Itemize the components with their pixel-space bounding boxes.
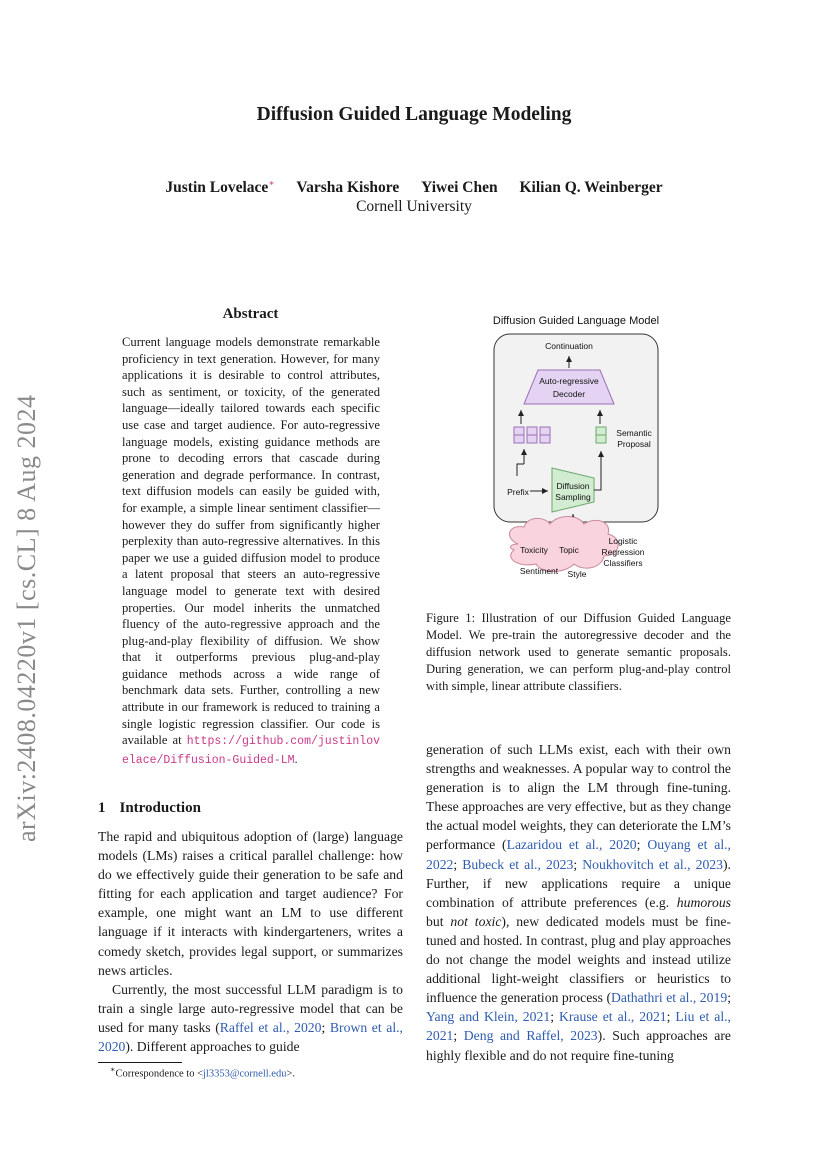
abstract-heading: Abstract <box>222 306 279 322</box>
paper-title: Diffusion Guided Language Modeling <box>256 104 572 125</box>
section-number: 1 <box>98 800 106 816</box>
footnote-divider <box>98 1062 182 1063</box>
classifier-label: Regression <box>601 547 645 557</box>
abstract-text: Current language models demonstrate remarkable proficiency in text generation. However, for many applications it is desirable to control attributes, such as sentiment, or toxicity, of the generated language—ideally tailored towards each specific use case and target audience. For auto-regressive language models, existing guidance methods are prone to decoding errors that cascade during generation and degrade performance. In contrast, text diffusion models can easily be guided with, for example, a simple linear sentiment classifier—however they do suffer from significantly higher perplexity than auto-regressive alternatives. In this paper we use a guided diffusion model to produce a latent proposal that steers an auto-regressive language model to generate text with desired properties. Our model inherits the unmatched fluency of the auto-regressive approach and the plug-and-play flexibility of diffusion. We show that it outperforms previous plug-and-play guidance methods across a wide range of benchmark data sets. Further, controlling a new attribute in our framework is reduced to training a single logistic regression classifier. Our code is available at <box>122 335 380 748</box>
cloud-word: Toxicity <box>520 545 548 555</box>
intro-text <box>98 827 403 1056</box>
citation-link[interactable]: Ouyang et al., 2022 <box>426 837 731 872</box>
prefix-label: Prefix <box>507 487 529 497</box>
citation-link[interactable]: Lazaridou et al., 2020 <box>506 837 637 853</box>
footnote-mark[interactable]: ∗ <box>268 178 275 188</box>
diagram-svg <box>484 306 674 586</box>
diffusion-label: Sampling <box>555 492 591 502</box>
figure-diagram <box>484 306 674 586</box>
figure-caption <box>426 610 731 695</box>
citation-link[interactable]: Noukhovitch et al., 2023 <box>582 856 723 872</box>
figure-title: Diffusion Guided Language Model <box>492 315 660 327</box>
author: Justin Lovelace∗ <box>165 178 275 197</box>
author-list <box>0 178 828 197</box>
section-heading <box>98 800 201 817</box>
arxiv-identifier: arXiv:2408.04220v1 [cs.CL] 8 Aug 2024 <box>12 394 41 842</box>
caption-text: Illustration of our Diffusion Guided Language Model. We pre-train the autoregressive decoder and the diffusion network used to generate semantic proposals. During generation, we can perform plug-and-play control with simple, linear attribute classifiers. <box>426 611 731 693</box>
attribute-cloud <box>509 517 618 572</box>
code-link[interactable]: https://github.com/justinlovelace/Diffusion-Guided-LM <box>122 735 380 767</box>
citation-link[interactable]: Deng and Raffel, 2023 <box>463 1028 598 1044</box>
caption-label: Figure 1: <box>426 611 476 625</box>
email-link[interactable]: jl3353@cornell.edu <box>203 1068 287 1080</box>
cloud-word: Sentiment <box>519 566 559 576</box>
citation-link[interactable]: Krause et al., 2021 <box>558 1009 667 1025</box>
citation-link[interactable]: Dathathri et al., 2019 <box>611 990 728 1006</box>
footnote: ∗Correspondence to <jl3353@cornell.edu>. <box>110 1065 296 1080</box>
semantic-label: Semantic <box>616 428 652 438</box>
cloud-word: Topic <box>559 545 579 555</box>
author: Yiwei Chen <box>421 179 498 197</box>
author: Varsha Kishore <box>296 179 400 197</box>
cloud-word: Style <box>567 569 587 579</box>
citation-link[interactable]: Yang and Klein, 2021 <box>426 1009 551 1025</box>
citation-link[interactable]: Bubeck et al., 2023 <box>462 856 574 872</box>
right-column-text <box>426 740 731 1065</box>
paragraph: generation of such LLMs exist, each with their own strengths and weaknesses. A popular way to control the generation is to align the LM through fine-tuning. These approaches are very effective, but as they change the actual model weights, they can deteriorate the LM’s performance (Lazaridou et al., 2020; Ouyang et al., 2022; Bubeck et al., 2023; Noukhovitch et al., 2023). Further, if new applications require a unique combination of attribute preferences (e.g. humorous but not toxic), new dedicated models must be fine-tuned and hosted. In contrast, plug and play approaches do not change the model weights and instead utilize additional light-weight classifiers or heuristics to influence the generation process (Dathathri et al., 2019; Yang and Klein, 2021; Krause et al., 2021; Liu et al., 2021; Deng and Raffel, 2023). Such approaches are highly flexible and do not require fine-tuning <box>426 742 732 1063</box>
classifier-label: Classifiers <box>603 558 643 568</box>
abstract-body: Current language models demonstrate remarkable proficiency in text generation. However, for many applications it is desirable to control attributes, such as sentiment, or toxicity, of the generated language—ideally tailored towards each specific use case and target audience. For auto-regressive language models, existing guidance methods are prone to decoding errors that cascade during generation and degrade performance. In contrast, text diffusion models can easily be guided with, for example, a simple linear sentiment classifier—however they do suffer from significantly higher perplexity than auto-regressive alternatives. In this paper we use a guided diffusion model to produce a latent proposal that steers an auto-regressive language model to generate text with desired properties. Our model inherits the unmatched fluency of the auto-regressive approach and the plug-and-play flexibility of diffusion. We show that it outperforms previous plug-and-play guidance methods across a wide range of benchmark data sets. Further, controlling a new attribute in our framework is reduced to training a single logistic regression classifier. Our code is available at https://github.com/justinlovelace/Diffusion-Guided-LM. <box>122 335 380 767</box>
paragraph: Currently, the most successful LLM paradigm is to train a single large auto-regressive model that can be used for many tasks (Raffel et al., 2020; Brown et al., 2020). Different approaches to guide <box>98 981 403 1055</box>
section-title: Introduction <box>119 800 201 816</box>
citation-link[interactable]: Liu et al., 2021 <box>426 1009 731 1044</box>
semantic-proposal-token <box>596 427 606 443</box>
diffusion-label: Diffusion <box>556 481 590 491</box>
paragraph: The rapid and ubiquitous adoption of (large) language models (LMs) raises a critical parallel challenge: how do we effectively guide their generation to be safe and fitting for each application and target audience? For example, one might want an LM to use different language if it interacts with kindergarteners, writes a comedy sketch, provides legal support, or summarizes news articles. <box>98 829 403 978</box>
citation-link[interactable]: Raffel et al., 2020 <box>219 1019 322 1035</box>
decoder-label: Decoder <box>552 389 586 399</box>
semantic-label: Proposal <box>617 439 651 449</box>
affiliation: Cornell University <box>356 198 472 215</box>
citation-link[interactable]: Brown et al., 2020 <box>98 1019 403 1055</box>
decoder-label: Auto-regressive <box>539 376 599 386</box>
author: Kilian Q. Weinberger <box>519 179 663 197</box>
prefix-tokens <box>514 427 550 443</box>
classifier-label: Logistic <box>608 536 638 546</box>
continuation-label: Continuation <box>545 341 593 351</box>
